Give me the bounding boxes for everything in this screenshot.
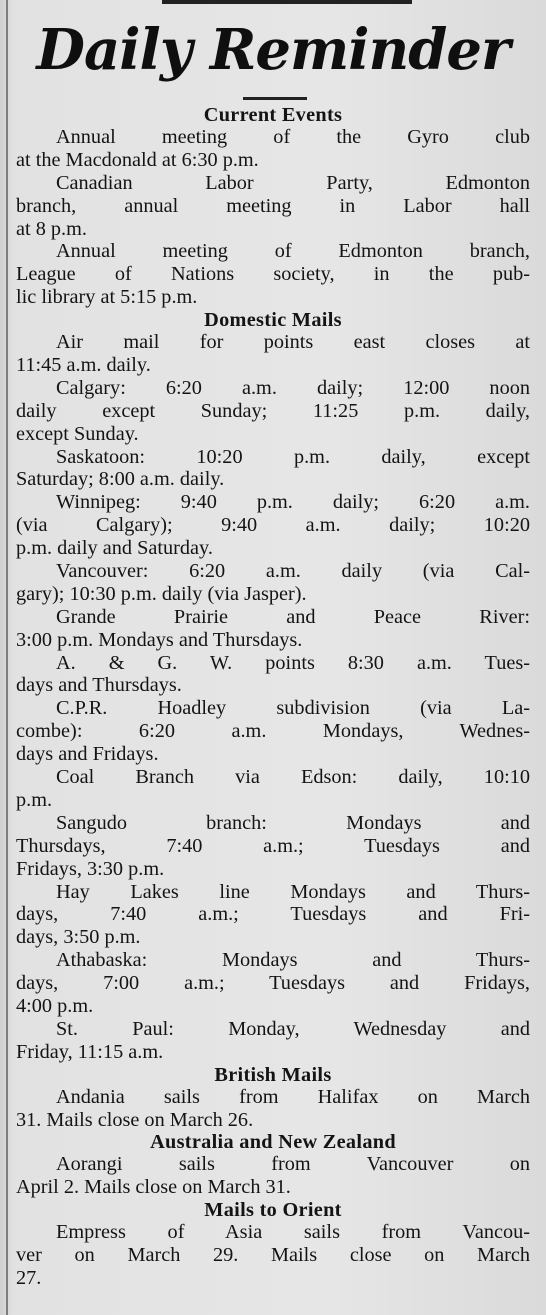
text-line: Friday, 11:15 a.m. [16,1040,164,1063]
text-line: Coal Branch via Edson: daily, 10:10 [56,766,530,789]
listing-entry [16,446,530,492]
title-rule [243,97,307,100]
text-line: Aorangi sails from Vancouver on [56,1153,530,1176]
listing-entry [16,606,530,652]
text-line: at the Macdonald at 6:30 p.m. [16,148,259,171]
listing-entry [16,652,530,698]
text-line: Saskatoon: 10:20 p.m. daily, except [56,445,530,468]
listing-entry [16,377,530,446]
text-line: Annual meeting of the Gyro club [56,126,530,148]
text-line: gary); 10:30 p.m. daily (via Jasper). [16,582,307,605]
listing-entry [16,1221,530,1290]
text-line: League of Nations society, in the pub- [16,263,530,286]
listing-entry [16,812,530,881]
text-line: Canadian Labor Party, Edmonton [56,171,530,194]
listing-entry [16,766,530,812]
text-line: 11:45 a.m. daily. [16,354,151,377]
section-heading: Domestic Mails [204,309,342,332]
text-line: Thursdays, 7:40 a.m.; Tuesdays and [16,834,530,857]
text-line: combe): 6:20 a.m. Mondays, Wednes- [16,720,530,743]
section-heading: British Mails [214,1063,332,1086]
column-rule [6,0,8,1315]
text-line: branch, annual meeting in Labor hall [16,194,530,217]
text-line: daily except Sunday; 11:25 p.m. daily, [16,399,530,422]
text-line: 4:00 p.m. [16,994,94,1017]
text-line: days, 7:40 a.m.; Tuesdays and Fri- [16,903,530,926]
text-line: Sangudo branch: Mondays and [56,811,530,834]
text-line: lic library at 5:15 p.m. [16,286,198,309]
listing-entry [16,491,530,560]
text-line: St. Paul: Monday, Wednesday and [56,1017,530,1040]
text-line: (via Calgary); 9:40 a.m. daily; 10:20 [16,514,530,537]
text-line: Fridays, 3:30 p.m. [16,857,165,880]
text-line: days, 3:50 p.m. [16,926,141,949]
text-line: Grande Prairie and Peace River: [56,605,530,628]
top-rule [162,0,412,4]
text-line: Empress of Asia sails from Vancou- [56,1221,530,1244]
listing-entry [16,172,530,241]
listing-entry [16,697,530,766]
masthead-title: Daily Reminder [36,17,510,83]
text-line: Andania sails from Halifax on March [56,1085,530,1108]
text-line: Vancouver: 6:20 a.m. daily (via Cal- [56,560,530,583]
section-heading: Mails to Orient [204,1199,342,1222]
text-line: Athabaska: Mondays and Thurs- [56,949,530,972]
text-line: 27. [16,1266,42,1289]
text-line: days and Fridays. [16,743,159,766]
section-heading: Current Events [203,104,343,126]
text-line: at 8 p.m. [16,217,87,240]
listing-entry [16,240,530,309]
article-body [16,104,530,1290]
listing-entry [16,949,530,1018]
text-line: Winnipeg: 9:40 p.m. daily; 6:20 a.m. [56,491,530,514]
text-line: except Sunday. [16,422,139,445]
text-line: A. & G. W. points 8:30 a.m. Tues- [56,651,530,674]
text-line: ver on March 29. Mails close on March [16,1244,530,1267]
text-line: Calgary: 6:20 a.m. daily; 12:00 noon [56,376,530,399]
listing-entry [16,126,530,172]
text-line: days and Thursdays. [16,674,182,697]
listing-entry [16,1086,530,1132]
text-line: Saturday; 8:00 a.m. daily. [16,468,225,491]
listing-entry [16,881,530,950]
text-line: 3:00 p.m. Mondays and Thursdays. [16,628,303,651]
listing-entry [16,1153,530,1199]
text-line: 31. Mails close on March 26. [16,1108,254,1131]
text-line: C.P.R. Hoadley subdivision (via La- [56,697,530,720]
text-line: Air mail for points east closes at [56,331,530,354]
text-line: days, 7:00 a.m.; Tuesdays and Fridays, [16,972,530,995]
listing-entry [16,1018,530,1064]
listing-entry [16,331,530,377]
text-line: p.m. [16,788,53,811]
text-line: April 2. Mails close on March 31. [16,1176,291,1199]
text-line: Hay Lakes line Mondays and Thurs- [56,880,530,903]
section-heading: Australia and New Zealand [150,1131,396,1154]
text-line: Annual meeting of Edmonton branch, [56,240,530,263]
text-line: p.m. daily and Saturday. [16,537,213,560]
listing-entry [16,560,530,606]
